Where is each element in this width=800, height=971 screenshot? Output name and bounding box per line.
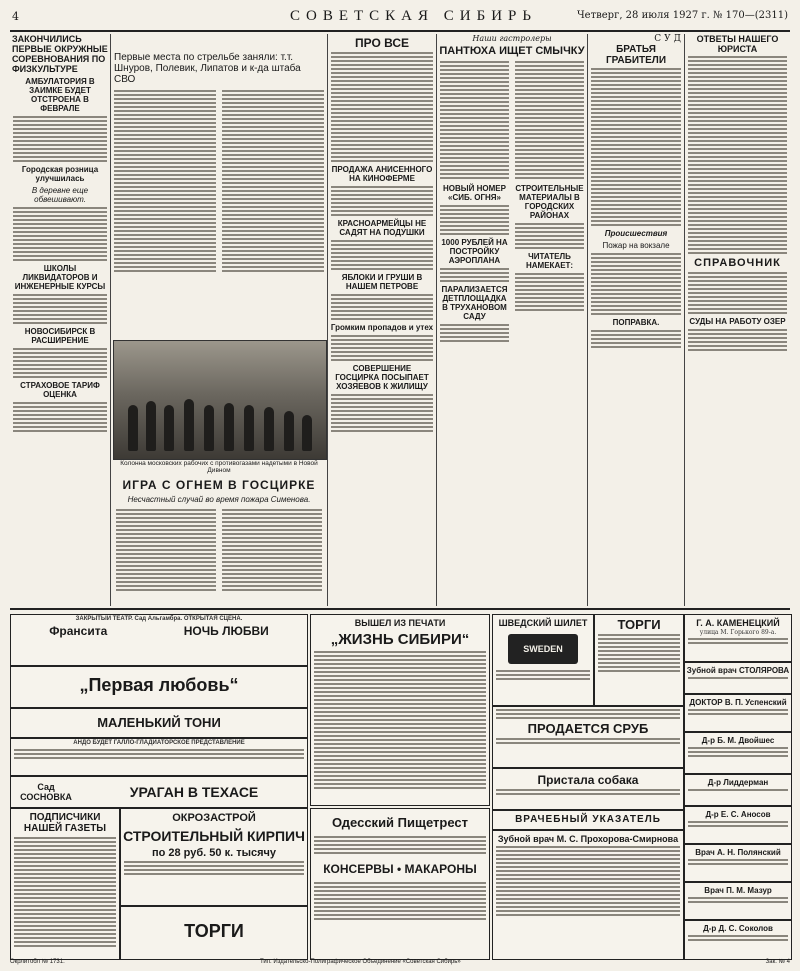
- ad-zhizn-sibiri: [310, 614, 490, 806]
- subhead-playground: ПАРАЛИЗАЕТСЯ ДЕТПЛОЩАДКА В ТРУХАНОВОМ САДУ: [441, 285, 508, 321]
- circus-article: [113, 478, 325, 593]
- ad-logs-title: ПРОДАЕТСЯ СРУБ: [527, 721, 649, 736]
- ad-polyansky-title: Врач А. Н. Полянский: [695, 848, 781, 857]
- ad-stolyarova: [684, 662, 792, 694]
- imprint-footer: [10, 959, 790, 968]
- headline-reference: СПРАВОЧНИК: [694, 257, 781, 269]
- subhead-anis: ПРОДАЖА АНИСЕННОГО НА КИНОФЕРМЕ: [331, 165, 433, 183]
- subhead-losses: Громким пропадов и утех: [330, 323, 434, 332]
- headline-robbers: БРАТЬЯ ГРАБИТЕЛИ: [605, 44, 667, 66]
- headline-sports: ЗАКОНЧИЛИСЬ ПЕРВЫЕ ОКРУЖНЫЕ СОРЕВНОВАНИЯ ПО ФИЗКУЛЬТУРЕ: [12, 34, 108, 74]
- issue-date: Четверг, 28 июля 1927 г. № 170—(2311): [576, 10, 788, 21]
- ad-torgi-left: [120, 906, 308, 960]
- subhead-fire: Пожар на вокзале: [602, 241, 670, 250]
- ad-mazur: [684, 882, 792, 920]
- ad-subscribers: [10, 808, 120, 960]
- subhead-novosibirsk: НОВОСИБИРСК В РАСШИРЕНИЕ: [24, 327, 96, 345]
- ad-dvoishes-title: Д-р Б. М. Двойшес: [701, 736, 775, 745]
- subhead-soldiers: КРАСНОАРМЕЙЦЫ НЕ САДЯТ НА ПОДУШКИ: [337, 219, 427, 237]
- subhead-gostsirk: СОВЕРШЕНИЕ ГОСЦИРКА ПОСЫПАЕТ ХОЗЯЕВОВ К ЖИЛИЩУ: [335, 364, 429, 391]
- subhead-correction: ПОПРАВКА.: [612, 318, 660, 327]
- ad-bricks: [120, 808, 308, 906]
- ad-mazur-title: Врач П. М. Мазур: [704, 886, 772, 895]
- ad-bricks-main: СТРОИТЕЛЬНЫЙ КИРПИЧ: [123, 828, 305, 844]
- ad-bricks-org: ОКРОЗАСТРОЙ: [172, 812, 256, 824]
- headline-pro-vse: ПРО ВСЕ: [354, 36, 410, 50]
- subhead-materials: СТРОИТЕЛЬНЫЕ МАТЕРИАЛЫ В ГОРОДСКИХ РАЙОНАХ: [515, 184, 584, 220]
- two-column-text: [111, 88, 327, 274]
- subhead-ambulance: АМБУЛАТОРИЯ В ЗАИМКЕ БУДЕТ ОТСТРОЕНА В ФЕВРАЛЕ: [25, 77, 95, 113]
- ad-little-tony-title: МАЛЕНЬКИЙ ТОНИ: [97, 715, 221, 730]
- ad-sosnovka: Сад СОСНОВКА: [20, 782, 72, 802]
- ad-kamenetsky: [684, 614, 792, 662]
- ad-dvoishes: [684, 732, 792, 774]
- ad-hurricane: [10, 776, 308, 808]
- ad-show-night: НОЧЬ ЛЮБВИ: [183, 624, 269, 638]
- subhead-retail: Городская розница улучшилась: [21, 165, 99, 183]
- ad-swedish-blade: [492, 614, 594, 706]
- subhead-apples: ЯБЛОКИ И ГРУШИ В НАШЕМ ПЕТРОВЕ: [341, 273, 423, 291]
- footer-license: Окрлитобл № 1731.: [10, 959, 65, 965]
- ad-polyansky: [684, 844, 792, 882]
- ad-subscribers-title: ПОДПИСЧИКИ НАШЕЙ ГАЗЕТЫ: [23, 812, 107, 834]
- ad-gladiator-title: АНДО БУДЕТ ГАЛЛО-ГЛАДИАТОРСКОЕ ПРЕДСТАВЛЕНИЕ: [73, 740, 245, 746]
- ad-blade-title: ШВЕДСКИЙ ШИЛЕТ: [498, 618, 588, 628]
- ad-dentist-prokhorova: [492, 830, 684, 960]
- ad-odessa-products: КОНСЕРВЫ • МАКАРОНЫ: [323, 862, 477, 876]
- column-3: [328, 34, 437, 606]
- footer-printer: Тип. Издательско-Полиграфическое Объединение «Советская Сибирь»: [260, 959, 461, 965]
- page-number: 4: [12, 10, 19, 23]
- subhead-schools: ШКОЛЫ ЛИКВИДАТОРОВ И ИНЖЕНЕРНЫЕ КУРСЫ: [14, 264, 106, 291]
- article-text: [10, 402, 110, 432]
- ad-torgi-left-title: ТОРГИ: [184, 921, 244, 941]
- headline-circus: ИГРА С ОГНЕМ В ГОСЦИРКЕ: [122, 478, 316, 492]
- ad-lidderman: [684, 774, 792, 806]
- ad-first-love-title: „Первая любовь“: [79, 675, 239, 695]
- ad-stolyarova-title: Зубной врач СТОЛЯРОВА: [686, 666, 790, 675]
- ad-theater: [10, 614, 308, 666]
- subhead-lakes: СУДЫ НА РАБОТУ ОЗЕР: [689, 317, 786, 326]
- ad-kamenetsky-address: улица М. Горького 89-а.: [699, 629, 777, 636]
- ad-little-tony: [10, 708, 308, 738]
- ad-sokolov-title: Д-р Д. С. Соколов: [703, 924, 773, 933]
- article-text: [10, 348, 110, 378]
- newspaper-title: СОВЕТСКАЯ СИБИРЬ: [290, 8, 538, 24]
- ad-anosov-title: Д-р Е. С. Аносов: [705, 810, 771, 819]
- ad-dentist-title: Зубной врач М. С. Прохорова-Смирнова: [497, 834, 679, 844]
- headline-lawyer: ОТВЕТЫ НАШЕГО ЮРИСТА: [696, 34, 779, 54]
- subhead-insurance: СТРАХОВОЕ ТАРИФ ОЦЕНКА: [20, 381, 100, 399]
- ad-kamenetsky-title: Г. А. КАМЕНЕЦКИЙ: [696, 618, 780, 628]
- ad-gladiator: [10, 738, 308, 776]
- ad-odessa-food: [310, 808, 490, 960]
- subhead-airplane: 1000 РУБЛЕЙ НА ПОСТРОЙКУ АЭРОПЛАНА: [441, 238, 508, 265]
- footer-order: Зак. № 4: [765, 959, 790, 965]
- kicker-gastrolers: Наши гастролеры: [472, 34, 552, 43]
- ad-uspensky: [684, 694, 792, 732]
- ad-sokolov: [684, 920, 792, 960]
- kicker-court: СУД: [654, 34, 684, 44]
- column-5: [588, 34, 685, 606]
- subhead-circus: Несчастный случай во время пожара Сименова.: [127, 495, 311, 504]
- article-text: [10, 116, 110, 162]
- subhead-reader: ЧИТАТЕЛЬ НАМЕКАЕТ:: [526, 252, 573, 270]
- ad-uspensky-title: ДОКТОР В. П. Успенский: [689, 698, 787, 707]
- ad-published: ВЫШЕЛ ИЗ ПЕЧАТИ: [354, 618, 446, 628]
- lead-shooting: Первые места по стрельбе заняли: т.т. Шнуров, Полевик, Липатов и к-да штаба СВО: [114, 52, 301, 85]
- subhead-incidents: Происшествия: [604, 229, 668, 238]
- ad-dog-title: Пристала собака: [537, 773, 639, 787]
- subhead-sib-ogni: НОВЫЙ НОМЕР «СИБ. ОГНЯ»: [443, 184, 506, 202]
- subhead-village: В деревне еще обвешивают.: [31, 186, 89, 204]
- column-6: [685, 34, 790, 606]
- ad-first-love: [10, 666, 308, 708]
- photo-marching-workers: [113, 340, 327, 460]
- ad-logs-sale: [492, 706, 684, 768]
- ad-torgi-right-title: ТОРГИ: [617, 617, 661, 632]
- ad-bricks-price: по 28 руб. 50 к. тысячу: [151, 847, 277, 859]
- ad-magazine-title: „ЖИЗНЬ СИБИРИ“: [330, 631, 470, 648]
- ad-blade-logo: SWEDEN: [508, 634, 578, 664]
- ad-torgi-right: [594, 614, 684, 706]
- headline-pantyukha: ПАНТЮХА ИЩЕТ СМЫЧКУ: [439, 45, 585, 57]
- photo-caption: Колонна московских рабочих с противогазами надетыми в Новой Дивном: [120, 460, 318, 474]
- ad-hurricane-title: УРАГАН В ТЕХАСЕ: [129, 784, 259, 800]
- ad-show-fransita: Франсита: [49, 624, 108, 638]
- advertisements-section: [10, 608, 790, 960]
- ad-anosov: [684, 806, 792, 844]
- ad-medical-index: [492, 810, 684, 830]
- ad-lidderman-title: Д-р Лиддерман: [707, 778, 769, 787]
- ad-lost-dog: [492, 768, 684, 810]
- article-text: [10, 294, 110, 324]
- article-text: [10, 207, 110, 261]
- ad-odessa-title: Одесский Пищетрест: [332, 815, 468, 830]
- column-1: [10, 34, 111, 606]
- ad-theater-title: ЗАКРЫТЫЙ ТЕАТР. Сад Альгамбра. ОТКРЫТАЯ СЦЕНА.: [75, 616, 243, 622]
- masthead: [10, 6, 790, 32]
- column-4: [437, 34, 588, 606]
- ad-medical-title: ВРАЧЕБНЫЙ УКАЗАТЕЛЬ: [515, 814, 661, 825]
